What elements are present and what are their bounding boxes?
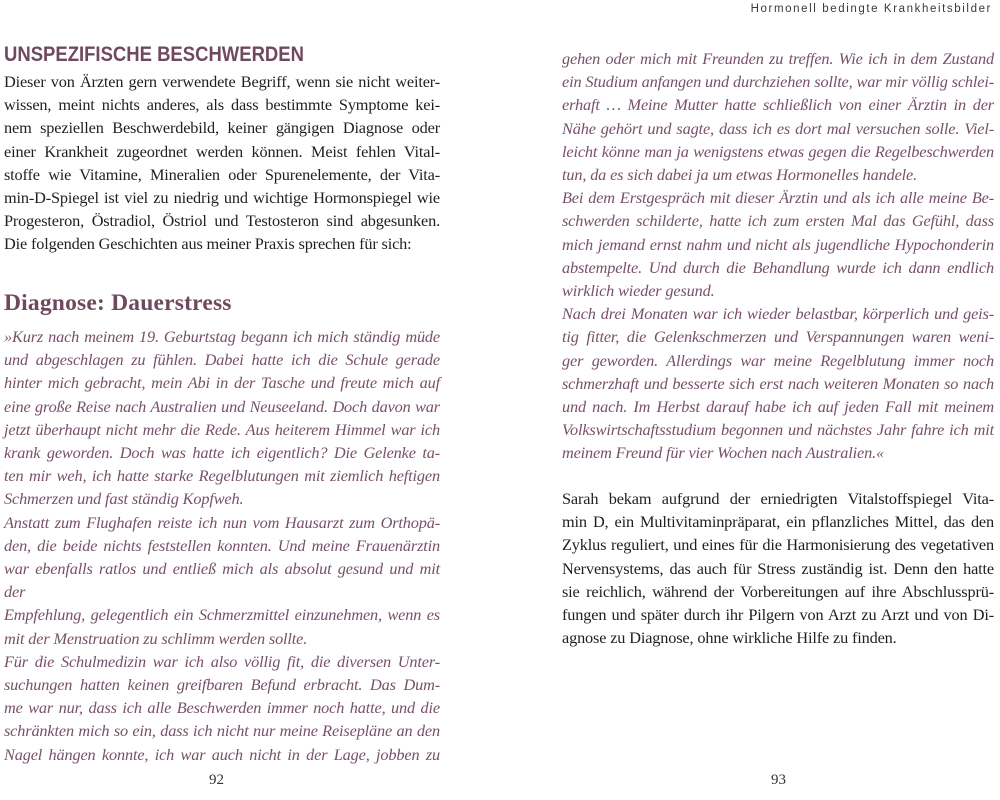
text-line: mit der Menstruation zu schlimm werden sollte. bbox=[4, 628, 308, 648]
text-line: den, die beide nichts feststellen konnten. Und meine Frauenärztin bbox=[4, 535, 440, 555]
story-paragraph bbox=[562, 186, 994, 302]
text-line: Anstatt zum Flughafen reiste ich nun vom Hausarzt zum Orthopä- bbox=[4, 512, 440, 532]
text-line: und nach. Im Herbst darauf habe ich auf jeden Fall mit meinem bbox=[562, 397, 994, 417]
text-line: suchungen hatten keinen greifbaren Befund erbracht. Das Dum- bbox=[4, 675, 440, 695]
story-paragraph bbox=[562, 302, 994, 464]
text-line: me war nur, dass ich alle Beschwerden immer noch hatte, und die bbox=[4, 698, 440, 718]
text-line: min D, ein Multivitaminpräparat, ein pflanzliches Mittel, das den bbox=[562, 512, 994, 532]
closing-paragraph bbox=[562, 487, 994, 649]
left-page bbox=[0, 0, 440, 800]
story-paragraph bbox=[562, 47, 994, 186]
text-line: Für die Schulmedizin war ich also völlig fit, die diversen Unter- bbox=[4, 651, 440, 671]
text-line: hinter mich gebracht, mein Abi in der Tasche und freute mich auf bbox=[4, 373, 440, 393]
text-line: schwerden schilderte, hatte ich zum ersten Mal das Gefühl, dass bbox=[562, 211, 994, 231]
text-line: Progesteron, Östradiol, Östriol und Testosteron sind abgesunken. bbox=[4, 211, 440, 231]
story-text bbox=[4, 325, 440, 766]
text-line: abstempelte. Und durch die Behandlung wurde ich dann endlich bbox=[562, 257, 994, 277]
text-line: ten mir weh, ich hatte starke Regelblutungen mit ziemlich heftigen bbox=[4, 466, 440, 486]
text-line: Dieser von Ärzten gern verwendete Begriff, wenn sie nicht weiter- bbox=[4, 72, 440, 91]
text-line: Empfehlung, gelegentlich ein Schmerzmittel einzunehmen, wenn es bbox=[4, 605, 440, 625]
text-line: nem speziellen Beschwerdebild, keiner gängigen Diagnose oder bbox=[4, 118, 440, 138]
text-line: Zyklus reguliert, und eines für die Harmonisierung des vegetativen bbox=[562, 535, 994, 555]
running-header: Hormonell bedingte Krankheitsbilder bbox=[750, 3, 992, 15]
text-line: und abgeschlagen zu fühlen. Dabei hatte ich die Schule gerade bbox=[4, 350, 440, 370]
text-line: meinem Freund für vier Wochen nach Australien.« bbox=[562, 443, 884, 463]
story-paragraph bbox=[4, 650, 440, 766]
text-line: mich jemand ernst nahm und nicht als jugendliche Hypochonderin bbox=[562, 234, 994, 254]
text-line: schmerzhaft und besserte sich erst nach weiteren Monaten so nach bbox=[562, 373, 994, 393]
text-line: Volkswirtschaftsstudium begonnen und nächstes Jahr fahre ich mit bbox=[562, 420, 994, 440]
text-line: war ebenfalls ratlos und entließ mich als absolut gesund und mit der bbox=[4, 559, 440, 602]
intro-paragraph bbox=[4, 70, 440, 256]
text-line: sie reichlich, während der Vorbereitungen auf ihre Abschlussprü- bbox=[562, 581, 994, 601]
text-line: Nervensystems, das auch für Stress zuständig ist. Denn den hatte bbox=[562, 558, 994, 578]
text-line: krank geworden. Doch was hatte ich eigentlich? Die Gelenke ta- bbox=[4, 443, 440, 463]
text-line: jetzt überhaupt nicht mehr die Rede. Aus heiterem Himmel war ich bbox=[4, 419, 440, 439]
text-line: Bei dem Erstgespräch mit dieser Ärztin und als ich alle meine Be- bbox=[562, 188, 994, 208]
text-line: stoffe wie Vitamine, Mineralien oder Spurenelemente, der Vita- bbox=[4, 164, 440, 184]
text-line: ger geworden. Allerdings war meine Regelblutung immer noch bbox=[562, 350, 994, 370]
text-line: Nach drei Monaten war ich wieder belastbar, körperlich und geis- bbox=[562, 304, 994, 324]
text-line: Nähe gehört und sagte, dass ich es dort mal versuchen solle. Viel- bbox=[562, 118, 994, 138]
story-text bbox=[562, 47, 994, 465]
text-line: tig fitter, die Gelenkschmerzen und Verspannungen waren weni- bbox=[562, 327, 994, 347]
text-line: »Kurz nach meinem 19. Geburtstag begann ich mich ständig müde bbox=[4, 327, 440, 346]
story-paragraph bbox=[4, 325, 440, 511]
text-line: einer Krankheit zugeordnet werden können. Meist fehlen Vital- bbox=[4, 141, 440, 161]
text-line: eine große Reise nach Australien und Neuseeland. Doch davon war bbox=[4, 396, 440, 416]
text-line: wirklich wieder gesund. bbox=[562, 281, 715, 301]
text-line: ein Studium anfangen und durchziehen sollte, war mir völlig schlei- bbox=[562, 72, 994, 92]
story-heading: Diagnose: Dauerstress bbox=[4, 290, 232, 316]
text-line: wissen, meint nichts anderes, als dass bestimmte Symptome kei- bbox=[4, 95, 440, 115]
text-line: Nagel hängen konnte, ich war auch nicht in der Lage, jobben zu bbox=[4, 744, 440, 764]
text-line: Sarah bekam aufgrund der erniedrigten Vitalstoffspiegel Vita- bbox=[562, 489, 994, 508]
right-page bbox=[562, 0, 994, 800]
page-number: 93 bbox=[771, 772, 786, 788]
text-line: Schmerzen und fast ständig Kopfweh. bbox=[4, 489, 244, 509]
text-line: min-D-Spiegel ist viel zu niedrig und wichtige Hormonspiegel wie bbox=[4, 188, 440, 208]
section-heading: UNSPEZIFISCHE BESCHWERDEN bbox=[4, 42, 304, 66]
story-paragraph bbox=[4, 511, 440, 650]
text-line: tun, da es sich dabei ja um etwas Hormonelles handele. bbox=[562, 165, 918, 185]
text-line: fungen und später durch ihr Pilgern von Arzt zu Arzt und von Di- bbox=[562, 605, 994, 625]
text-line: schränkten mich so ein, dass ich nicht nur meine Reisepläne an den bbox=[4, 721, 440, 741]
text-line: leicht könne man ja wenigstens etwas gegen die Regelbeschwerden bbox=[562, 141, 994, 161]
text-line: agnose zu Diagnose, ohne wirkliche Hilfe zu finden. bbox=[562, 628, 897, 648]
text-line: Die folgenden Geschichten aus meiner Praxis sprechen für sich: bbox=[4, 234, 412, 254]
text-line: gehen oder mich mit Freunden zu treffen. Wie ich in dem Zustand bbox=[562, 49, 994, 68]
text-line: erhaft … Meine Mutter hatte schließlich von einer Ärztin in der bbox=[562, 95, 994, 115]
page-number: 92 bbox=[209, 772, 224, 788]
